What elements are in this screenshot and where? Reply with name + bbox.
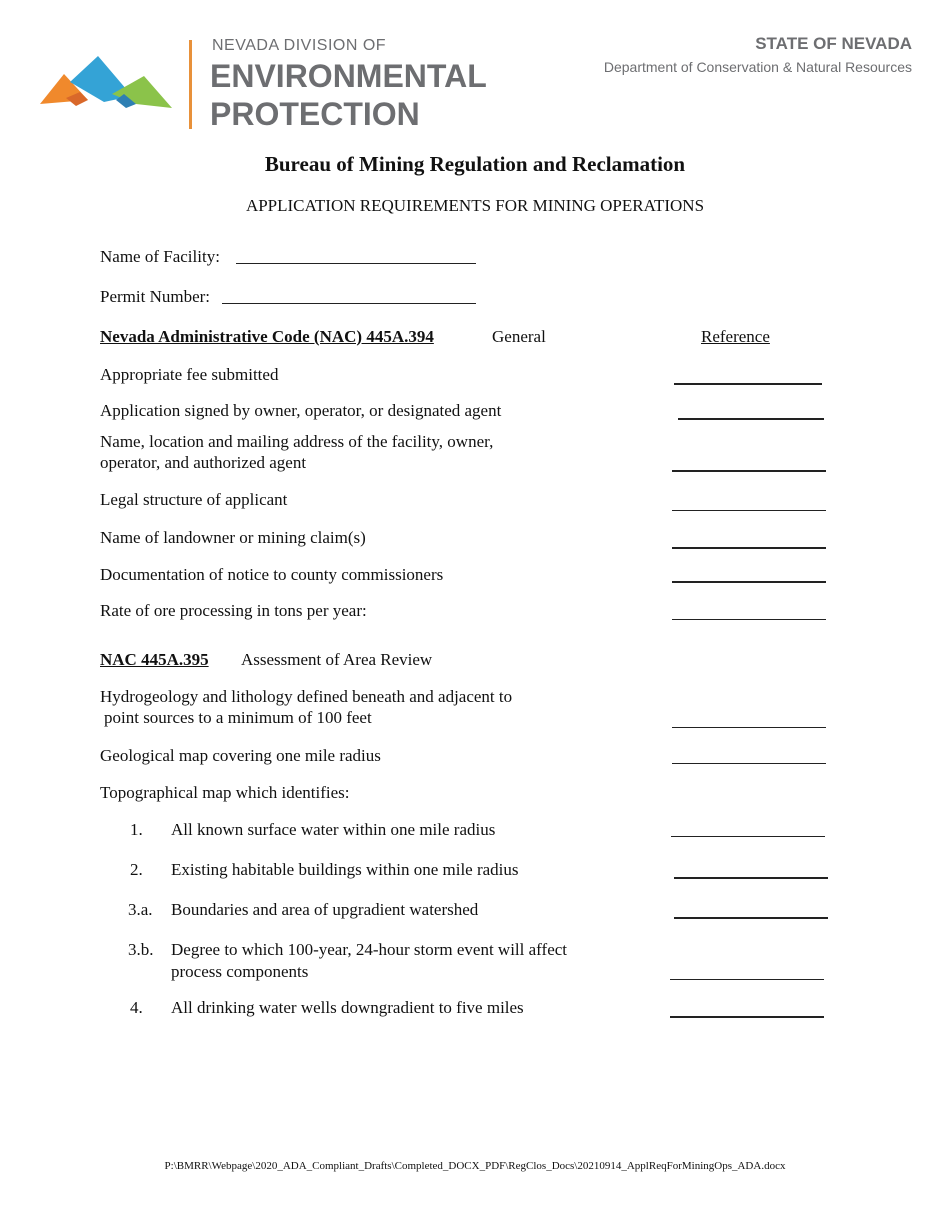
state-heading: STATE OF NEVADA (755, 34, 912, 53)
sub-item-number: 1. (130, 820, 143, 839)
sub-item-buildings: Existing habitable buildings within one mile radius (171, 860, 519, 879)
item-geological-map: Geological map covering one mile radius (100, 746, 381, 765)
reference-blank[interactable] (672, 727, 826, 728)
reference-blank[interactable] (674, 877, 828, 879)
reference-blank[interactable] (670, 979, 824, 980)
item-hydrogeology-line1: Hydrogeology and lithology defined beneath and adjacent to (100, 687, 513, 706)
sub-item-storm-line2: process components (171, 962, 309, 981)
logo-line1: NEVADA DIVISION OF (212, 37, 387, 54)
item-hydrogeology-line2: point sources to a minimum of 100 feet (104, 708, 372, 727)
file-path-footer: P:\BMRR\Webpage\2020_ADA_Compliant_Drafts\Completed_DOCX_PDF\RegClos_Docs\20210914_ApplReqForMiningOps_ADA.docx (164, 1160, 786, 1172)
document-subtitle: APPLICATION REQUIREMENTS FOR MINING OPERATIONS (245, 196, 705, 215)
reference-blank[interactable] (672, 763, 826, 764)
item-legal-structure: Legal structure of applicant (100, 490, 288, 509)
sub-item-number: 3.a. (128, 900, 153, 919)
reference-blank[interactable] (672, 619, 826, 620)
reference-blank[interactable] (672, 547, 826, 549)
logo-line3: PROTECTION (210, 96, 420, 132)
item-topographical-map: Topographical map which identifies: (100, 783, 350, 802)
item-address-line1: Name, location and mailing address of the facility, owner, (100, 432, 494, 451)
item-landowner: Name of landowner or mining claim(s) (100, 528, 366, 547)
permit-label: Permit Number: (100, 287, 211, 306)
item-ore-rate: Rate of ore processing in tons per year: (100, 601, 367, 620)
facility-field[interactable] (236, 263, 476, 264)
reference-blank[interactable] (672, 470, 826, 472)
sub-item-surface-water: All known surface water within one mile radius (171, 820, 496, 839)
sub-item-storm-line1: Degree to which 100-year, 24-hour storm event will affect (171, 940, 568, 959)
document-title: Bureau of Mining Regulation and Reclamation (264, 152, 686, 176)
department-heading: Department of Conservation & Natural Resources (603, 59, 912, 75)
section1-name: General (492, 327, 546, 346)
section2-name: Assessment of Area Review (241, 650, 433, 669)
reference-blank[interactable] (674, 917, 828, 919)
reference-blank[interactable] (672, 581, 826, 583)
reference-blank[interactable] (674, 383, 822, 385)
section1-code: Nevada Administrative Code (NAC) 445A.394 (100, 327, 434, 346)
sub-item-wells: All drinking water wells downgradient to five miles (171, 998, 524, 1017)
item-county-notice: Documentation of notice to county commissioners (100, 565, 444, 584)
reference-blank[interactable] (670, 1016, 824, 1018)
sub-item-number: 4. (130, 998, 143, 1017)
permit-field[interactable] (222, 303, 476, 304)
item-address-line2: operator, and authorized agent (100, 453, 307, 472)
reference-header: Reference (701, 327, 770, 346)
reference-blank[interactable] (671, 836, 825, 837)
item-signed: Application signed by owner, operator, or designated agent (100, 401, 502, 420)
item-fee: Appropriate fee submitted (100, 365, 279, 384)
logo-line2: ENVIRONMENTAL (210, 58, 487, 94)
reference-blank[interactable] (678, 418, 824, 420)
ndep-mountain-logo-icon (40, 52, 174, 112)
sub-item-watershed: Boundaries and area of upgradient watershed (171, 900, 479, 919)
logo-divider (189, 40, 192, 129)
section2-code: NAC 445A.395 (100, 650, 209, 669)
facility-label: Name of Facility: (100, 247, 220, 266)
sub-item-number: 3.b. (128, 940, 154, 959)
reference-blank[interactable] (672, 510, 826, 511)
sub-item-number: 2. (130, 860, 143, 879)
